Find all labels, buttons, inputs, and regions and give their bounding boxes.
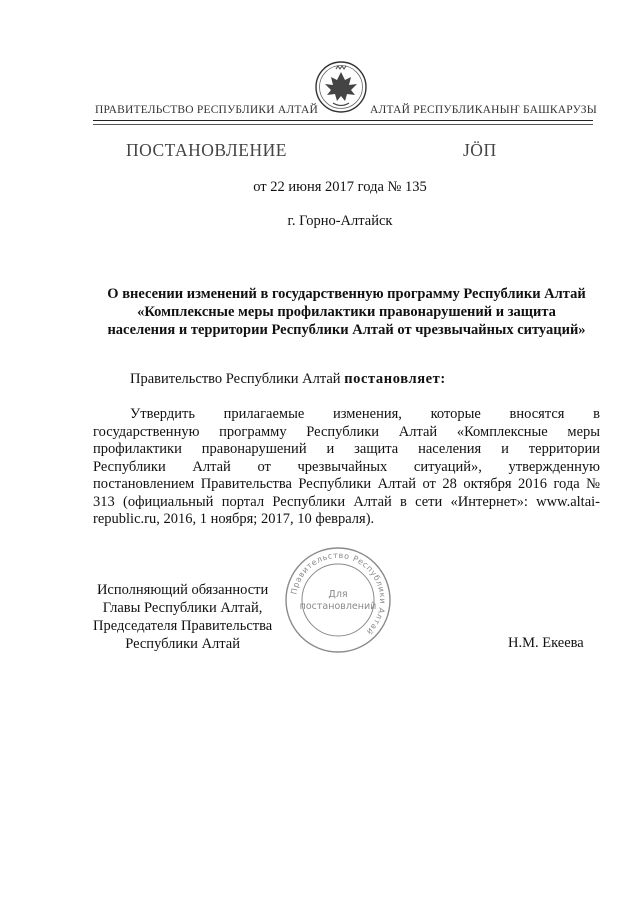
body-line: 313 (официальный портал Республики Алтай в сети «Интернет»: www.altai- (93, 493, 600, 510)
title-line: населения и территории Республики Алтай от чрезвычайных ситуаций» (107, 322, 586, 338)
preamble (130, 371, 446, 388)
doc-type-ru: ПОСТАНОВЛЕНИЕ (126, 140, 287, 160)
signatory-line: Республики Алтай (125, 636, 240, 652)
title-line: О внесении изменений в государственную программу Республики Алтай (107, 286, 586, 302)
preamble-bold: постановляет: (344, 371, 446, 387)
date-number-line: от 22 июня 2017 года № 135 (253, 179, 427, 195)
doc-type-alt: JӦП (463, 140, 497, 160)
signatory-line: Исполняющий обязанности (96, 582, 269, 598)
body-line: Республики Алтай от чрезвычайных ситуаций», утвержденную (93, 458, 600, 475)
signatory-line: Главы Республики Алтай, (102, 600, 263, 616)
body-line: государственную программу Республики Алтай «Комплексные меры (93, 423, 600, 440)
letterhead-right-title: АЛТАЙ РЕСПУБЛИКАНЫҤ БАШКАРУЗЫ (370, 104, 597, 116)
official-stamp (283, 545, 393, 655)
body-paragraph (93, 406, 600, 529)
body-line: профилактики правонарушений и защита населения и территории (93, 441, 600, 457)
letterhead-rule-thin (93, 124, 593, 125)
stamp-inner-line1: Для (328, 589, 348, 600)
coat-of-arms-icon (313, 60, 369, 114)
signatory-name: Н.М. Екеева (508, 635, 584, 651)
city-line: г. Горно-Алтайск (287, 213, 393, 229)
preamble-text: Правительство Республики Алтай (130, 371, 341, 387)
body-line: Утвердить прилагаемые изменения, которые вносятся в (130, 406, 600, 422)
stamp-outer-text: Правительство Республики Алтай (289, 550, 388, 637)
body-line: постановлением Правительства Республики Алтай от 28 октября 2016 года № (93, 476, 600, 492)
letterhead-left-title: ПРАВИТЕЛЬСТВО РЕСПУБЛИКИ АЛТАЙ (95, 104, 319, 116)
body-line: republic.ru, 2016, 1 ноября; 2017, 10 февраля). (93, 511, 375, 527)
signatory-position (93, 581, 272, 653)
stamp-inner-line2: постановлений (299, 601, 377, 612)
document-title (93, 285, 600, 339)
signatory-line: Председателя Правительства (93, 618, 273, 634)
letterhead-rule (93, 120, 593, 121)
title-line: «Комплексные меры профилактики правонарушений и защита (137, 304, 556, 320)
